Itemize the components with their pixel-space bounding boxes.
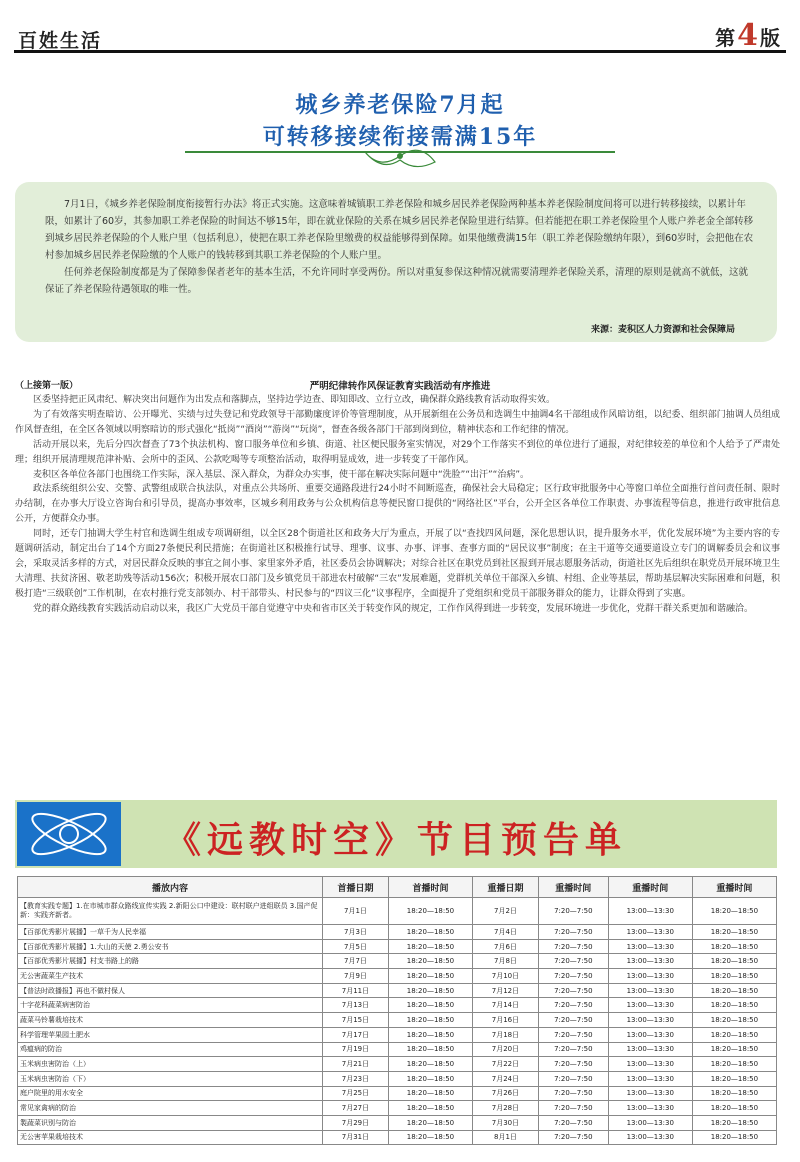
schedule-cell: 7月22日 <box>473 1057 539 1072</box>
article-paragraph: 同时，还专门抽调大学生村官和选调生组成专项调研组，以全区28个街道社区和政务大厅为重点，开展了以“查找四风问题，深化思想认识，提升服务水平，优化发展环境”为主要内容的专题调研活动，制定出台了14个方面27条便民利民措施；在街道社区积极推行试导、理事、议事、办事、评事、查事方面的“居民议事”制度；在主干道等交通要道设立专门的调解委员会和议事会，采取灵活多样的方式，对居民群众反映的事宜之间小事、家里家外矛盾，社区委员会协调解决；对综合社区在职党员到社区报到开展志愿服务活动，街道社区先后组织在职党员开展环境卫生大清理、扶贫济困、敬老助残等活动156次；积极开展农口部门及乡镇党员干部进农村破解“三农”发展难题，党群机关单位干部深入乡镇、村组、企业等基层，帮助基层解决实际困难和问题，积极打造“三级联创”工作机制，在农村推行党支部领办、村干部带头、村民参与的“四议三化”议事程序，全面提升了党组织和党员干部服务群众的能力，让群众得到了实惠。 <box>15 529 781 599</box>
col-header: 重播时间 <box>538 877 608 898</box>
schedule-cell: 7:20—7:50 <box>538 925 608 940</box>
schedule-cell: 18:20—18:50 <box>692 998 776 1013</box>
schedule-cell: 13:00—13:30 <box>608 983 692 998</box>
table-row <box>18 1130 777 1145</box>
table-row <box>18 898 777 925</box>
col-header: 播放内容 <box>18 877 323 898</box>
schedule-cell: 18:20—18:50 <box>388 1101 472 1116</box>
schedule-cell: 18:20—18:50 <box>692 939 776 954</box>
schedule-cell: 7月14日 <box>473 998 539 1013</box>
schedule-cell: 7月17日 <box>323 1027 389 1042</box>
schedule-cell: 7月25日 <box>323 1086 389 1101</box>
schedule-cell: 7:20—7:50 <box>538 939 608 954</box>
schedule-cell: 7月11日 <box>323 983 389 998</box>
section-name: 百姓生活 <box>18 30 103 52</box>
col-header: 首播时间 <box>388 877 472 898</box>
table-row <box>18 939 777 954</box>
table-row <box>18 1057 777 1072</box>
schedule-cell: 7月29日 <box>323 1115 389 1130</box>
schedule-cell: 18:20—18:50 <box>388 898 472 925</box>
schedule-cell: 7月28日 <box>473 1101 539 1116</box>
program-name-cell: 无公害苹果栽培技术 <box>18 1130 323 1145</box>
schedule-cell: 7:20—7:50 <box>538 1071 608 1086</box>
article-paragraph: 区委坚持把正风肃纪、解决突出问题作为出发点和落脚点，坚持边学边查、即知即改、立行立改，确保群众路线教育活动取得实效。 <box>33 395 556 405</box>
schedule-cell: 13:00—13:30 <box>608 1027 692 1042</box>
schedule-cell: 18:20—18:50 <box>388 1027 472 1042</box>
schedule-cell: 7月5日 <box>323 939 389 954</box>
col-header: 重播时间 <box>608 877 692 898</box>
schedule-cell: 7月30日 <box>473 1115 539 1130</box>
schedule-cell: 7:20—7:50 <box>538 1086 608 1101</box>
schedule-cell: 7月26日 <box>473 1086 539 1101</box>
col-header: 首播日期 <box>323 877 389 898</box>
table-row <box>18 998 777 1013</box>
article-paragraph: 麦积区各单位各部门也围绕工作实际，深入基层、深入群众，为群众办实事，使干部在解决实际问题中“洗脸”“出汗”“治病”。 <box>33 469 529 480</box>
schedule-cell: 13:00—13:30 <box>608 1115 692 1130</box>
schedule-cell: 7月19日 <box>323 1042 389 1057</box>
article-paragraph: 活动开展以来，先后分四次督查了73个执法机构、窗口服务单位和乡镇、街道、社区便民服务室实情况，对29个工作落实不到位的单位进行了通报，对纪律较差的单位和个人给予了严肃处理；组织开展清理规范津补贴、会所中的歪风、公款吃喝等专项整治活动，取得明显成效，进一步转变了干部作风。 <box>15 439 780 465</box>
schedule-cell: 7月21日 <box>323 1057 389 1072</box>
schedule-cell: 7月1日 <box>323 898 389 925</box>
program-name-cell: 无公害蔬菜生产技术 <box>18 969 323 984</box>
schedule-cell: 18:20—18:50 <box>388 998 472 1013</box>
article-body <box>15 393 780 617</box>
schedule-cell: 7月31日 <box>323 1130 389 1145</box>
schedule-cell: 13:00—13:30 <box>608 898 692 925</box>
program-name-cell: 鸡瘟病的防治 <box>18 1042 323 1057</box>
schedule-cell: 18:20—18:50 <box>388 983 472 998</box>
schedule-cell: 18:20—18:50 <box>692 1130 776 1145</box>
schedule-cell: 13:00—13:30 <box>608 925 692 940</box>
schedule-cell: 18:20—18:50 <box>692 1042 776 1057</box>
schedule-cell: 7:20—7:50 <box>538 969 608 984</box>
schedule-cell: 13:00—13:30 <box>608 1071 692 1086</box>
schedule-cell: 13:00—13:30 <box>608 939 692 954</box>
table-row <box>18 925 777 940</box>
schedule-cell: 18:20—18:50 <box>692 954 776 969</box>
schedule-cell: 7:20—7:50 <box>538 1101 608 1116</box>
schedule-cell: 18:20—18:50 <box>388 954 472 969</box>
schedule-cell: 18:20—18:50 <box>388 1071 472 1086</box>
schedule-cell: 7:20—7:50 <box>538 1013 608 1028</box>
schedule-cell: 7月2日 <box>473 898 539 925</box>
schedule-cell: 18:20—18:50 <box>388 969 472 984</box>
table-row <box>18 1027 777 1042</box>
table-row <box>18 1101 777 1116</box>
article-paragraph: 政法系统组织公安、交警、武警组成联合执法队，对重点公共场所、重要交通路段进行24小时不间断巡查，确保社会大局稳定；区行政审批服务中心等窗口单位全面推行首问责任制、限时办结制，在办事大厅设立咨询台和引导员，提高办事效率，区城乡利用政务与公众机构信息等便民窗口提供的“网络社区”平台，公开全区各单位工作职责、办事流程等信息，推进行政审批信息公开，方便群众办事。 <box>15 484 780 525</box>
schedule-cell: 7月3日 <box>323 925 389 940</box>
article-paragraph: 为了有效落实明查暗访、公开曝光、实绩与过失登记和党政领导干部勤廉度评价等管理制度，从开展新组在公务员和选调生中抽调4名干部组成作风暗访组，以纪委、组织部门抽调人员组成作风督查组，在全区各领域以明察暗访的形式强化“抵岗”“酒岗”“游岗”“玩岗”，督查各级各部门干部到岗到位，精神状态和工作纪律的情况。 <box>15 409 780 435</box>
schedule-cell: 18:20—18:50 <box>692 969 776 984</box>
schedule-cell: 18:20—18:50 <box>692 1101 776 1116</box>
schedule-cell: 13:00—13:30 <box>608 1101 692 1116</box>
page-suffix: 版 <box>760 26 780 50</box>
schedule-cell: 13:00—13:30 <box>608 969 692 984</box>
schedule-cell: 7月6日 <box>473 939 539 954</box>
schedule-cell: 7月12日 <box>473 983 539 998</box>
schedule-cell: 7月4日 <box>473 925 539 940</box>
page-header <box>14 18 786 53</box>
table-row <box>18 1071 777 1086</box>
schedule-cell: 7:20—7:50 <box>538 898 608 925</box>
schedule-cell: 13:00—13:30 <box>608 1130 692 1145</box>
schedule-cell: 13:00—13:30 <box>608 998 692 1013</box>
schedule-cell: 7:20—7:50 <box>538 1057 608 1072</box>
schedule-cell: 7月23日 <box>323 1071 389 1086</box>
news-paragraph-1: 7月1日，《城乡养老保险制度衔接暂行办法》将正式实施。这意味着城镇职工养老保险和城乡居民养老保险两种基本养老保险制度间将可以进行转移接续，以累计年限，如累计了60岁，其参加职工养老保险的时间达不够15年，即在就业保险的关系在城乡居民养老保险里进行结算。但若能把在职工养老保险里个人账户养老金全部转移到城乡居民养老保险的个人账户里（包括利息），使把在职工养老保险里缴费的权益能够得到保障。如果他缴费满15年（职工养老保险缴纳年限），到60岁时，会把他在农村参加城乡居民养老保险缴的个人账户的钱转移到其职工养老保险的个人账户里。 <box>45 199 754 261</box>
schedule-cell: 13:00—13:30 <box>608 954 692 969</box>
program-name-cell: 【百部优秀影片展播】村支书路上的路 <box>18 954 323 969</box>
schedule-cell: 18:20—18:50 <box>388 925 472 940</box>
schedule-cell: 7月27日 <box>323 1101 389 1116</box>
table-row <box>18 1013 777 1028</box>
program-name-cell: 【教育实践专题】1.在市城市群众路线宣传实践 2.新阳公口中建设：联村联户进组联员 3.国产促新：实践齐新者。 <box>18 898 323 925</box>
program-name-cell: 【百部优秀影片展播】1.大山的天使 2.勇公安书 <box>18 939 323 954</box>
program-name-cell: 常见家禽病的防治 <box>18 1101 323 1116</box>
page-number <box>715 18 780 53</box>
banner-title: 《远教时空》节目预告单 <box>165 819 628 861</box>
schedule-cell: 7:20—7:50 <box>538 983 608 998</box>
headline-line-2: 可转移接续衔接需满15年 <box>262 124 538 150</box>
schedule-cell: 18:20—18:50 <box>388 1130 472 1145</box>
schedule-cell: 18:20—18:50 <box>388 1086 472 1101</box>
article-paragraph: 党的群众路线教育实践活动启动以来，我区广大党员干部自觉遵守中央和省市区关于转变作风的规定，工作作风得到进一步转变，发展环境进一步优化，党群干群关系更加和谐融洽。 <box>33 603 754 614</box>
schedule-cell: 18:20—18:50 <box>388 1042 472 1057</box>
schedule-cell: 7月13日 <box>323 998 389 1013</box>
schedule-cell: 13:00—13:30 <box>608 1013 692 1028</box>
schedule-cell: 18:20—18:50 <box>692 1013 776 1028</box>
schedule-cell: 7月7日 <box>323 954 389 969</box>
table-row <box>18 1042 777 1057</box>
schedule-cell: 7月24日 <box>473 1071 539 1086</box>
schedule-cell: 7:20—7:50 <box>538 1042 608 1057</box>
table-row <box>18 954 777 969</box>
schedule-cell: 7月20日 <box>473 1042 539 1057</box>
schedule-cell: 7:20—7:50 <box>538 1130 608 1145</box>
program-name-cell: 玉米病虫害防治（上） <box>18 1057 323 1072</box>
program-name-cell: 蔬菜马铃薯栽培技术 <box>18 1013 323 1028</box>
table-row <box>18 969 777 984</box>
schedule-cell: 18:20—18:50 <box>692 1086 776 1101</box>
program-name-cell: 科学管理苹果园土肥水 <box>18 1027 323 1042</box>
table-row <box>18 1086 777 1101</box>
schedule-cell: 7月18日 <box>473 1027 539 1042</box>
distance-education-logo-icon <box>17 802 121 866</box>
schedule-cell: 7月9日 <box>323 969 389 984</box>
schedule-cell: 18:20—18:50 <box>388 1013 472 1028</box>
schedule-cell: 18:20—18:50 <box>692 1071 776 1086</box>
page-num: 4 <box>737 18 758 53</box>
col-header: 重播时间 <box>692 877 776 898</box>
program-name-cell: 製蔬菜识别与防治 <box>18 1115 323 1130</box>
page-prefix: 第 <box>715 26 736 50</box>
schedule-cell: 18:20—18:50 <box>692 1115 776 1130</box>
news-paragraph-2: 任何养老保险制度都是为了保障参保者老年的基本生活，不允许同时享受两份。所以对重复参保这种情况就需要清理养老保险关系，清理的原则是就高不就低，这就保证了养老保险待遇领取的唯一性。 <box>45 267 749 295</box>
news-box <box>15 182 777 342</box>
schedule-cell: 7:20—7:50 <box>538 1027 608 1042</box>
table-row <box>18 983 777 998</box>
schedule-cell: 8月1日 <box>473 1130 539 1145</box>
schedule-cell: 7月15日 <box>323 1013 389 1028</box>
col-header: 重播日期 <box>473 877 539 898</box>
schedule-cell: 7月10日 <box>473 969 539 984</box>
schedule-cell: 18:20—18:50 <box>692 1057 776 1072</box>
vine-decoration-icon <box>185 142 615 172</box>
program-name-cell: 【百部优秀影片展播】一草千为人民幸福 <box>18 925 323 940</box>
schedule-cell: 13:00—13:30 <box>608 1057 692 1072</box>
news-source: 来源：麦积区人力资源和社会保障局 <box>590 325 735 335</box>
schedule-cell: 7:20—7:50 <box>538 998 608 1013</box>
schedule-cell: 7月8日 <box>473 954 539 969</box>
table-row <box>18 1115 777 1130</box>
schedule-cell: 18:20—18:50 <box>388 939 472 954</box>
schedule-cell: 18:20—18:50 <box>692 983 776 998</box>
program-name-cell: 十字花科蔬菜病害防治 <box>18 998 323 1013</box>
program-name-cell: 庭户院里的用水安全 <box>18 1086 323 1101</box>
program-banner <box>15 800 777 868</box>
continued-label: （上接第一版） <box>15 381 79 391</box>
program-name-cell: 玉米病虫害防治（下） <box>18 1071 323 1086</box>
schedule-cell: 7月16日 <box>473 1013 539 1028</box>
schedule-cell: 7:20—7:50 <box>538 1115 608 1130</box>
schedule-cell: 13:00—13:30 <box>608 1042 692 1057</box>
schedule-cell: 13:00—13:30 <box>608 1086 692 1101</box>
headline-line-1: 城乡养老保险7月起 <box>295 92 505 118</box>
schedule-header-row <box>18 877 777 898</box>
schedule-cell: 18:20—18:50 <box>388 1115 472 1130</box>
schedule-cell: 18:20—18:50 <box>388 1057 472 1072</box>
schedule-cell: 7:20—7:50 <box>538 954 608 969</box>
schedule-cell: 18:20—18:50 <box>692 898 776 925</box>
schedule-cell: 18:20—18:50 <box>692 925 776 940</box>
schedule-table <box>17 876 777 1145</box>
schedule-cell: 18:20—18:50 <box>692 1027 776 1042</box>
article-title: 严明纪律转作风保证教育实践活动有序推进 <box>309 381 491 392</box>
program-name-cell: 【普法时政播报】再也不做村保人 <box>18 983 323 998</box>
